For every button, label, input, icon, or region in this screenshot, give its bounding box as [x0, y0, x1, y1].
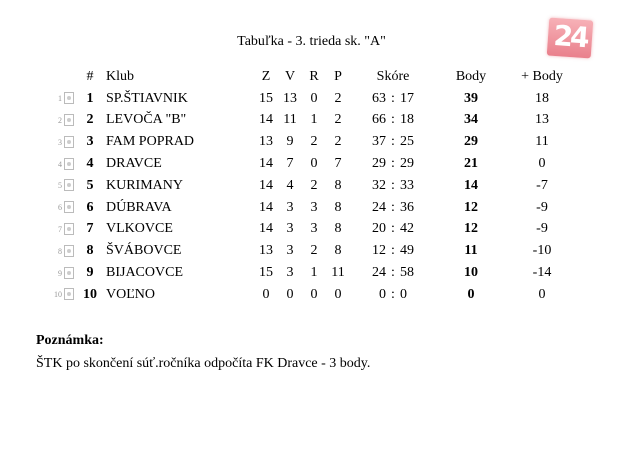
losses: 2 — [334, 112, 342, 128]
points: 21 — [464, 156, 478, 172]
draws: 3 — [310, 221, 318, 237]
header-z: Z — [261, 68, 271, 84]
goals-against: 42 — [400, 221, 414, 237]
note-text: ŠTK po skončení súť.ročníka odpočíta FK Dravce - 3 body. — [36, 356, 371, 371]
goals-against: 17 — [400, 90, 414, 106]
draws: 2 — [310, 177, 318, 193]
club-name: ŠVÁBOVCE — [106, 243, 182, 259]
matches: 15 — [259, 90, 273, 106]
losses: 0 — [334, 286, 342, 302]
goals-against: 29 — [400, 156, 414, 172]
row-select[interactable] — [62, 153, 80, 175]
goals-for: 37 — [372, 134, 386, 150]
score — [350, 153, 436, 175]
row-index: 1 — [58, 94, 62, 104]
score — [350, 110, 436, 132]
losses: 8 — [334, 243, 342, 259]
points: 11 — [464, 243, 478, 259]
row-select[interactable] — [62, 262, 80, 284]
plus-points: -9 — [536, 199, 548, 215]
goals-for: 24 — [372, 265, 386, 281]
points: 29 — [464, 134, 478, 150]
losses: 11 — [331, 265, 345, 281]
score — [350, 175, 436, 197]
points: 10 — [464, 265, 478, 281]
wins: 3 — [286, 199, 294, 215]
matches: 14 — [259, 156, 273, 172]
club-name: DRAVCE — [106, 156, 162, 172]
plus-points: 11 — [535, 134, 549, 150]
header-club: Klub — [106, 68, 134, 84]
row-select[interactable] — [62, 110, 80, 132]
goals-against: 36 — [400, 199, 414, 215]
score — [350, 88, 436, 110]
goals-against: 58 — [400, 265, 414, 281]
row-checkbox-icon[interactable] — [64, 288, 74, 300]
wins: 11 — [283, 112, 297, 128]
score — [350, 284, 436, 306]
matches: 14 — [259, 199, 273, 215]
goals-for: 63 — [372, 90, 386, 106]
table-row — [48, 197, 578, 219]
draws: 2 — [310, 243, 318, 259]
goals-for: 66 — [372, 112, 386, 128]
wins: 0 — [286, 286, 294, 302]
score-separator: : — [391, 243, 395, 259]
table-row — [48, 219, 578, 241]
club-name: VLKOVCE — [106, 221, 173, 237]
row-checkbox-icon[interactable] — [64, 179, 74, 191]
draws: 1 — [310, 265, 318, 281]
row-index: 3 — [58, 137, 62, 147]
table-row — [48, 110, 578, 132]
plus-points: 0 — [538, 156, 546, 172]
row-index: 2 — [58, 115, 62, 125]
score-separator: : — [391, 265, 395, 281]
logo-text: 24 — [552, 18, 588, 55]
draws: 0 — [310, 156, 318, 172]
row-index: 8 — [58, 246, 62, 256]
points: 0 — [467, 286, 475, 302]
table-header-row — [48, 66, 578, 88]
goals-against: 33 — [400, 177, 414, 193]
wins: 7 — [286, 156, 294, 172]
draws: 1 — [310, 112, 318, 128]
draws: 0 — [310, 286, 318, 302]
plus-points: 18 — [535, 90, 549, 106]
matches: 15 — [259, 265, 273, 281]
matches: 14 — [259, 112, 273, 128]
draws: 2 — [310, 134, 318, 150]
header-pos: # — [86, 68, 94, 84]
position: 6 — [86, 199, 94, 215]
club-name: SP.ŠTIAVNIK — [106, 90, 188, 106]
row-checkbox-icon[interactable] — [64, 158, 74, 170]
points: 12 — [464, 199, 478, 215]
position: 3 — [86, 134, 94, 150]
club-name: VOĽNO — [106, 286, 155, 302]
points: 12 — [464, 221, 478, 237]
row-index: 9 — [58, 268, 62, 278]
club-name: KURIMANY — [106, 177, 183, 193]
wins: 3 — [286, 221, 294, 237]
losses: 2 — [334, 134, 342, 150]
plus-points: -7 — [536, 177, 548, 193]
draws: 3 — [310, 199, 318, 215]
position: 10 — [83, 286, 97, 302]
score — [350, 219, 436, 241]
club-name: LEVOČA "B" — [106, 112, 187, 128]
score-separator: : — [391, 199, 395, 215]
goals-for: 29 — [372, 156, 386, 172]
position: 7 — [86, 221, 94, 237]
row-checkbox-icon[interactable] — [64, 114, 74, 126]
table-row — [48, 284, 578, 306]
matches: 13 — [259, 134, 273, 150]
wins: 4 — [286, 177, 294, 193]
plus-points: -14 — [532, 265, 552, 281]
wins: 3 — [286, 265, 294, 281]
logo-24-icon[interactable] — [547, 18, 594, 59]
score-separator: : — [391, 90, 395, 106]
club-name: BIJACOVCE — [106, 265, 184, 281]
points: 39 — [464, 90, 478, 106]
row-index: 10 — [54, 290, 62, 300]
row-checkbox-icon[interactable] — [64, 201, 74, 213]
header-score: Skóre — [376, 68, 410, 84]
table-row — [48, 175, 578, 197]
score-separator: : — [391, 177, 395, 193]
row-select[interactable] — [62, 219, 80, 241]
header-v: V — [284, 68, 296, 84]
row-select[interactable] — [62, 175, 80, 197]
position: 2 — [86, 112, 94, 128]
header-plus-points: + Body — [521, 68, 563, 84]
position: 9 — [86, 265, 94, 281]
row-checkbox-icon[interactable] — [64, 245, 74, 257]
goals-against: 49 — [400, 243, 414, 259]
wins: 3 — [286, 243, 294, 259]
row-index: 7 — [58, 224, 62, 234]
page-title: Tabuľka - 3. trieda sk. "A" — [237, 34, 386, 49]
row-index: 6 — [58, 203, 62, 213]
header-points: Body — [455, 68, 487, 84]
header-p: P — [334, 68, 342, 84]
matches: 0 — [262, 286, 270, 302]
position: 4 — [86, 156, 94, 172]
losses: 8 — [334, 177, 342, 193]
row-checkbox-icon[interactable] — [64, 136, 74, 148]
goals-for: 32 — [372, 177, 386, 193]
score-separator: : — [391, 112, 395, 128]
plus-points: 0 — [538, 286, 546, 302]
row-checkbox-icon[interactable] — [64, 223, 74, 235]
points: 14 — [464, 177, 478, 193]
table-row — [48, 262, 578, 284]
goals-for: 24 — [372, 199, 386, 215]
table-row — [48, 88, 578, 110]
score-separator: : — [391, 156, 395, 172]
wins: 13 — [283, 90, 297, 106]
score — [350, 197, 436, 219]
standings-table — [48, 66, 578, 306]
score — [350, 131, 436, 153]
row-index: 4 — [58, 159, 62, 169]
row-select[interactable] — [62, 240, 80, 262]
club-name: DÚBRAVA — [106, 199, 172, 215]
losses: 8 — [334, 199, 342, 215]
row-select[interactable] — [62, 284, 80, 306]
row-checkbox-icon[interactable] — [64, 92, 74, 104]
position: 5 — [86, 177, 94, 193]
goals-against: 0 — [400, 286, 407, 302]
plus-points: -9 — [536, 221, 548, 237]
points: 34 — [464, 112, 478, 128]
goals-for: 12 — [372, 243, 386, 259]
wins: 9 — [286, 134, 294, 150]
row-index: 5 — [58, 181, 62, 191]
goals-against: 25 — [400, 134, 414, 150]
table-row — [48, 153, 578, 175]
row-select[interactable] — [62, 197, 80, 219]
header-r: R — [309, 68, 319, 84]
matches: 14 — [259, 177, 273, 193]
score — [350, 262, 436, 284]
score-separator: : — [391, 286, 395, 302]
matches: 14 — [259, 221, 273, 237]
score-separator: : — [391, 134, 395, 150]
matches: 13 — [259, 243, 273, 259]
goals-against: 18 — [400, 112, 414, 128]
club-name: FAM POPRAD — [106, 134, 195, 150]
row-checkbox-icon[interactable] — [64, 267, 74, 279]
score — [350, 240, 436, 262]
score-separator: : — [391, 221, 395, 237]
goals-for: 0 — [379, 286, 386, 302]
table-row — [48, 240, 578, 262]
plus-points: -10 — [532, 243, 552, 259]
row-select[interactable] — [62, 88, 80, 110]
position: 1 — [86, 90, 94, 106]
table-row — [48, 131, 578, 153]
position: 8 — [86, 243, 94, 259]
row-select[interactable] — [62, 131, 80, 153]
draws: 0 — [310, 90, 318, 106]
losses: 8 — [334, 221, 342, 237]
losses: 7 — [334, 156, 342, 172]
losses: 2 — [334, 90, 342, 106]
note-heading: Poznámka: — [36, 333, 104, 348]
plus-points: 13 — [535, 112, 549, 128]
goals-for: 20 — [372, 221, 386, 237]
